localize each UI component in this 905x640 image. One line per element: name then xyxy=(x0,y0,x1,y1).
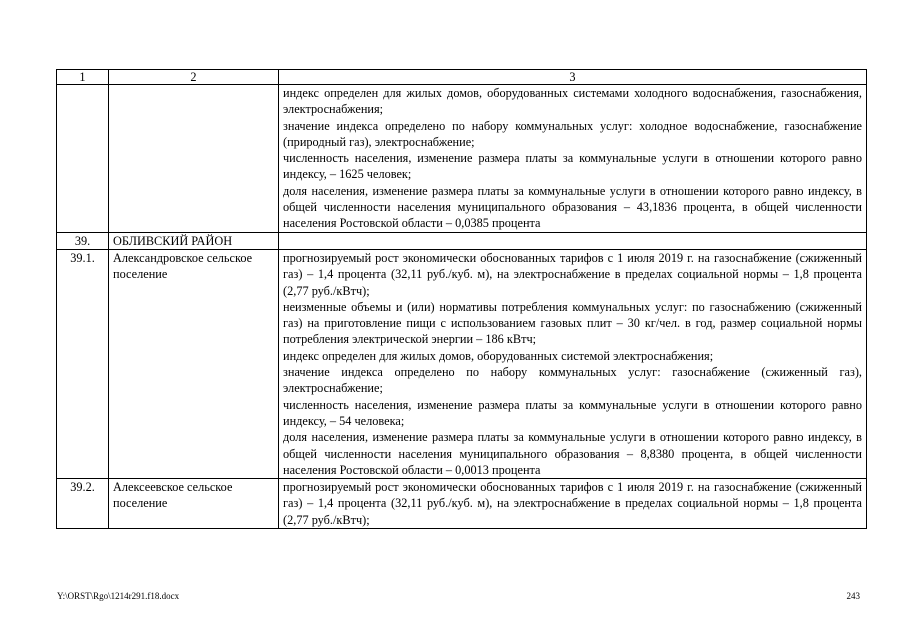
paragraph: неизменные объемы и (или) нормативы потребления коммунальных услуг: по газоснабжению (сжиженный газ) на приготовление пищи с использованием газовых плит – 30 кг/чел. в год, размер социальной нормы потребления электрической энергии – 186 кВтч; xyxy=(283,299,862,347)
row-municipality: Александровское сельское поселение xyxy=(109,249,279,478)
paragraph: прогнозируемый рост экономически обоснованных тарифов с 1 июля 2019 г. на газоснабжение (сжиженный газ) – 1,4 процента (32,11 руб./куб. м), на электроснабжение в пределах социальной нормы – 1,8 процента (2,77 руб./кВтч); xyxy=(283,250,862,298)
tariff-index-table xyxy=(56,69,867,529)
row-description xyxy=(279,249,867,478)
paragraph: индекс определен для жилых домов, оборудованных системами холодного водоснабжения, газоснабжения, электроснабжения; xyxy=(283,86,862,117)
paragraph: значение индекса определено по набору коммунальных услуг: газоснабжение (сжиженный газ), электроснабжение; xyxy=(283,365,862,396)
footer-file-path: Y:\ORST\Rgo\1214r291.f18.docx xyxy=(57,591,180,601)
table-row-39-2 xyxy=(57,479,867,529)
paragraph: доля населения, изменение размера платы за коммунальные услуги в отношении которого равно индексу, в общей численности населения муниципального образования – 8,8380 процента, в общей численности населения Ростовской области – 0,0013 процента xyxy=(283,430,862,477)
row-description xyxy=(279,232,867,249)
district-name: ОБЛИВСКИЙ РАЙОН xyxy=(109,232,279,249)
row-number: 39.1. xyxy=(57,249,109,478)
header-col-1: 1 xyxy=(57,70,109,85)
table-row-39-1 xyxy=(57,249,867,478)
footer-page-number: 243 xyxy=(846,591,860,601)
paragraph: прогнозируемый рост экономически обоснованных тарифов с 1 июля 2019 г. на газоснабжение (сжиженный газ) – 1,4 процента (32,11 руб./куб. м), на электроснабжение в пределах социальной нормы – 1,8 процента (2,77 руб./кВтч); xyxy=(283,480,862,527)
paragraph: значение индекса определено по набору коммунальных услуг: холодное водоснабжение, газоснабжение (природный газ), электроснабжение; xyxy=(283,118,862,149)
table-row-district xyxy=(57,232,867,249)
row-description xyxy=(279,85,867,233)
row-description xyxy=(279,479,867,529)
table-row-continuation xyxy=(57,85,867,233)
row-number: 39. xyxy=(57,232,109,249)
paragraph: индекс определен для жилых домов, оборудованных системой электроснабжения; xyxy=(283,348,714,363)
row-number: 39.2. xyxy=(57,479,109,529)
paragraph: численность населения, изменение размера платы за коммунальные услуги в отношении которого равно индексу, – 1625 человек; xyxy=(283,151,862,182)
header-col-3: 3 xyxy=(279,70,867,85)
row-number xyxy=(57,85,109,233)
paragraph: доля населения, изменение размера платы за коммунальные услуги в отношении которого равно индексу, в общей численности населения муниципального образования – 43,1836 процента, в общей численности населения Ростовской области – 0,0385 процента xyxy=(283,183,862,231)
row-municipality xyxy=(109,85,279,233)
row-municipality: Алексеевское сельское поселение xyxy=(109,479,279,529)
table-header-row xyxy=(57,70,867,85)
paragraph: численность населения, изменение размера платы за коммунальные услуги в отношении которого равно индексу, – 54 человека; xyxy=(283,397,862,428)
header-col-2: 2 xyxy=(109,70,279,85)
